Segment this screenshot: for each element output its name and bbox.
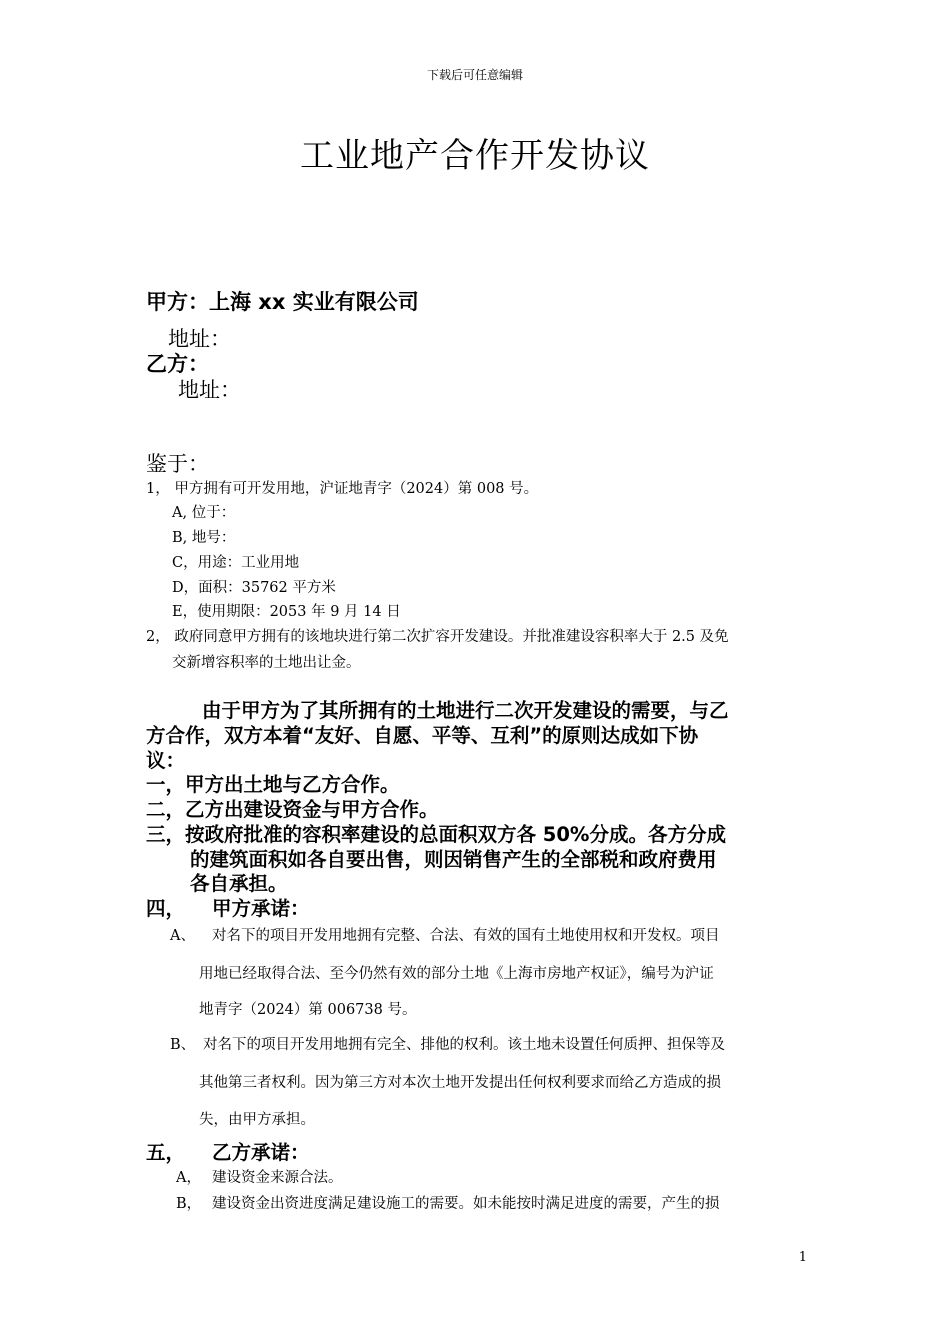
header-note: 下载后可任意编辑	[426, 68, 523, 82]
item-1-d: D，面积：35762 平方米	[172, 580, 336, 596]
clause-4-a-label: A、	[170, 928, 195, 944]
clause-4-number: 四，	[146, 897, 186, 920]
clause-4-b-line-1: 对名下的项目开发用地拥有完全、排他的权利。该土地未设置任何质押、担保等及	[203, 1037, 725, 1053]
clause-4-b-line-2: 其他第三者权利。因为第三方对本次土地开发提出任何权利要求而给乙方造成的损	[199, 1075, 721, 1091]
clause-4-a-line-2: 用地已经取得合法、至今仍然有效的部分土地《上海市房地产权证》，编号为沪证	[199, 966, 714, 982]
clause-3-line-1: 三，按政府批准的容积率建设的总面积双方各 50%分成。各方分成	[146, 823, 726, 846]
clause-5-a-label: A，	[176, 1170, 201, 1186]
intro-line-1: 由于甲方为了其所拥有的土地进行二次开发建设的需要，与乙	[202, 699, 729, 722]
item-1-b: B, 地号：	[172, 530, 236, 546]
party-a: 甲方：上海 xx 实业有限公司	[146, 290, 419, 314]
clause-4-b-line-3: 失，由甲方承担。	[199, 1112, 315, 1128]
item-2-line-1: 2， 政府同意甲方拥有的该地块进行第二次扩容开发建设。并批准建设容积率大于 2.5 及免	[146, 629, 729, 645]
clause-3-line-3: 各自承担。	[190, 872, 288, 895]
clause-5-b-text: 建设资金出资进度满足建设施工的需要。如未能按时满足进度的需要，产生的损	[212, 1196, 720, 1212]
clause-5-a-text: 建设资金来源合法。	[212, 1170, 343, 1186]
item-1-a: A, 位于：	[172, 505, 236, 521]
page-number: 1	[798, 1250, 807, 1265]
clause-4-title: 甲方承诺：	[212, 897, 310, 920]
clause-4-a-line-1: 对名下的项目开发用地拥有完整、合法、有效的国有土地使用权和开发权。项目	[212, 928, 720, 944]
clause-4-a-line-3: 地青字（2024）第 006738 号。	[199, 1002, 417, 1018]
item-1: 1， 甲方拥有可开发用地，沪证地青字（2024）第 008 号。	[146, 481, 539, 497]
clause-3-line-2: 的建筑面积如各自要出售，则因销售产生的全部税和政府费用	[190, 848, 717, 871]
party-b: 乙方：	[146, 352, 209, 376]
clause-5-b-label: B，	[176, 1196, 202, 1212]
clause-5-title: 乙方承诺：	[212, 1141, 310, 1164]
item-1-c: C，用途：工业用地	[172, 555, 300, 571]
party-a-address: 地址：	[168, 327, 231, 351]
intro-line-2: 方合作，双方本着“友好、自愿、平等、互利”的原则达成如下协	[146, 724, 699, 747]
item-1-e: E，使用期限：2053 年 9 月 14 日	[172, 604, 401, 620]
item-2-line-2: 交新增容积率的土地出让金。	[172, 655, 361, 671]
clause-1: 一，甲方出土地与乙方合作。	[146, 773, 400, 796]
clause-5-number: 五，	[146, 1141, 186, 1164]
clause-2: 二，乙方出建设资金与甲方合作。	[146, 798, 439, 821]
document-title: 工业地产合作开发协议	[300, 136, 650, 176]
party-b-address: 地址：	[178, 378, 241, 402]
clause-4-b-label: B、	[170, 1037, 196, 1053]
whereas-heading: 鉴于：	[146, 452, 209, 476]
intro-line-3: 议：	[146, 749, 186, 772]
